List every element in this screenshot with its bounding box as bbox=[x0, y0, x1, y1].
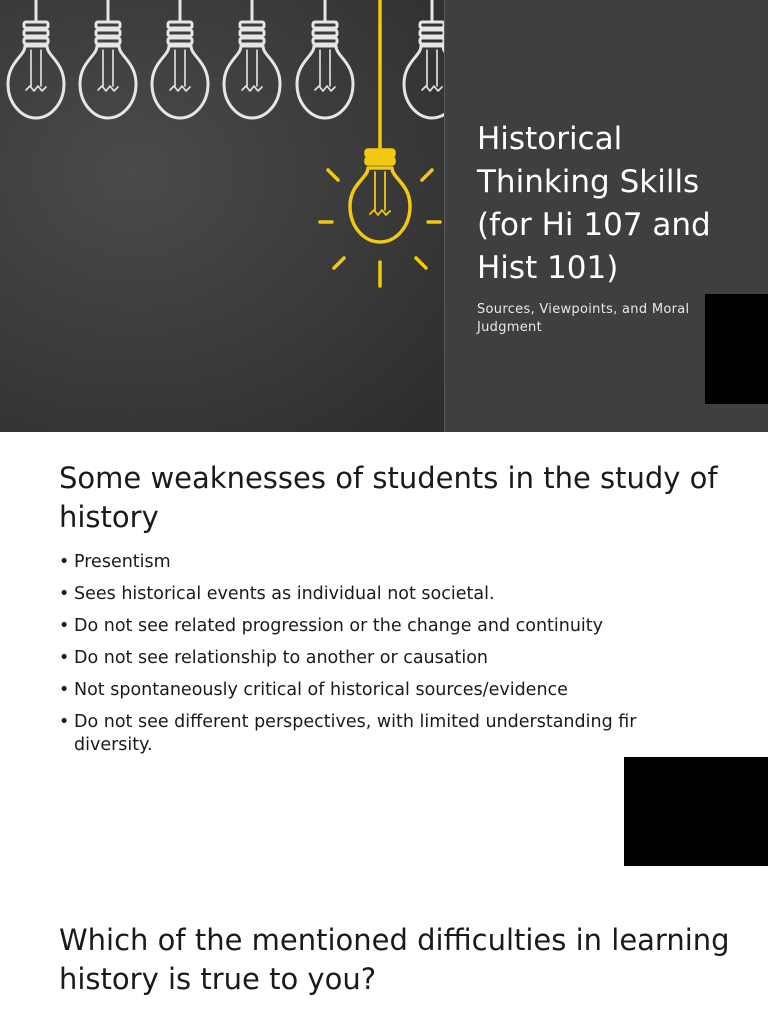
list-item bbox=[59, 679, 699, 702]
question-slide bbox=[0, 880, 768, 1024]
slide-heading: Some weaknesses of students in the study of history bbox=[59, 461, 718, 534]
slide-heading: Which of the mentioned difficulties in learning history is true to you? bbox=[59, 923, 730, 996]
bullet-icon: • bbox=[59, 616, 70, 636]
list-item bbox=[59, 647, 699, 670]
bullet-icon: • bbox=[59, 552, 70, 572]
list-item bbox=[59, 615, 699, 638]
title-slide bbox=[0, 0, 768, 432]
list-item bbox=[59, 583, 699, 606]
list-item-text: Do not see related progression or the change and continuity bbox=[74, 616, 604, 636]
redaction-box bbox=[705, 294, 768, 404]
list-item-text: Not spontaneously critical of historical sources/evidence bbox=[74, 680, 568, 700]
weakness-list bbox=[59, 551, 699, 766]
bullet-icon: • bbox=[59, 648, 70, 668]
list-item bbox=[59, 711, 699, 757]
redaction-box bbox=[624, 757, 768, 866]
chalk-bulbs-illustration bbox=[0, 0, 444, 432]
bullet-icon: • bbox=[59, 680, 70, 700]
list-item-text: Do not see different perspectives, with limited understanding fir diversity. bbox=[74, 712, 637, 755]
chalkboard-image bbox=[0, 0, 444, 432]
slide-subtitle: Sources, Viewpoints, and Moral Judgment bbox=[477, 302, 690, 335]
list-item-text: Presentism bbox=[74, 552, 171, 572]
list-item-text: Do not see relationship to another or causation bbox=[74, 648, 489, 668]
list-item bbox=[59, 551, 699, 574]
bullet-icon: • bbox=[59, 712, 70, 732]
slide-title: Historical Thinking Skills (for Hi 107 and Hist 101) bbox=[477, 121, 711, 286]
weaknesses-slide bbox=[0, 432, 768, 872]
bullet-icon: • bbox=[59, 584, 70, 604]
list-item-text: Sees historical events as individual not societal. bbox=[74, 584, 495, 604]
